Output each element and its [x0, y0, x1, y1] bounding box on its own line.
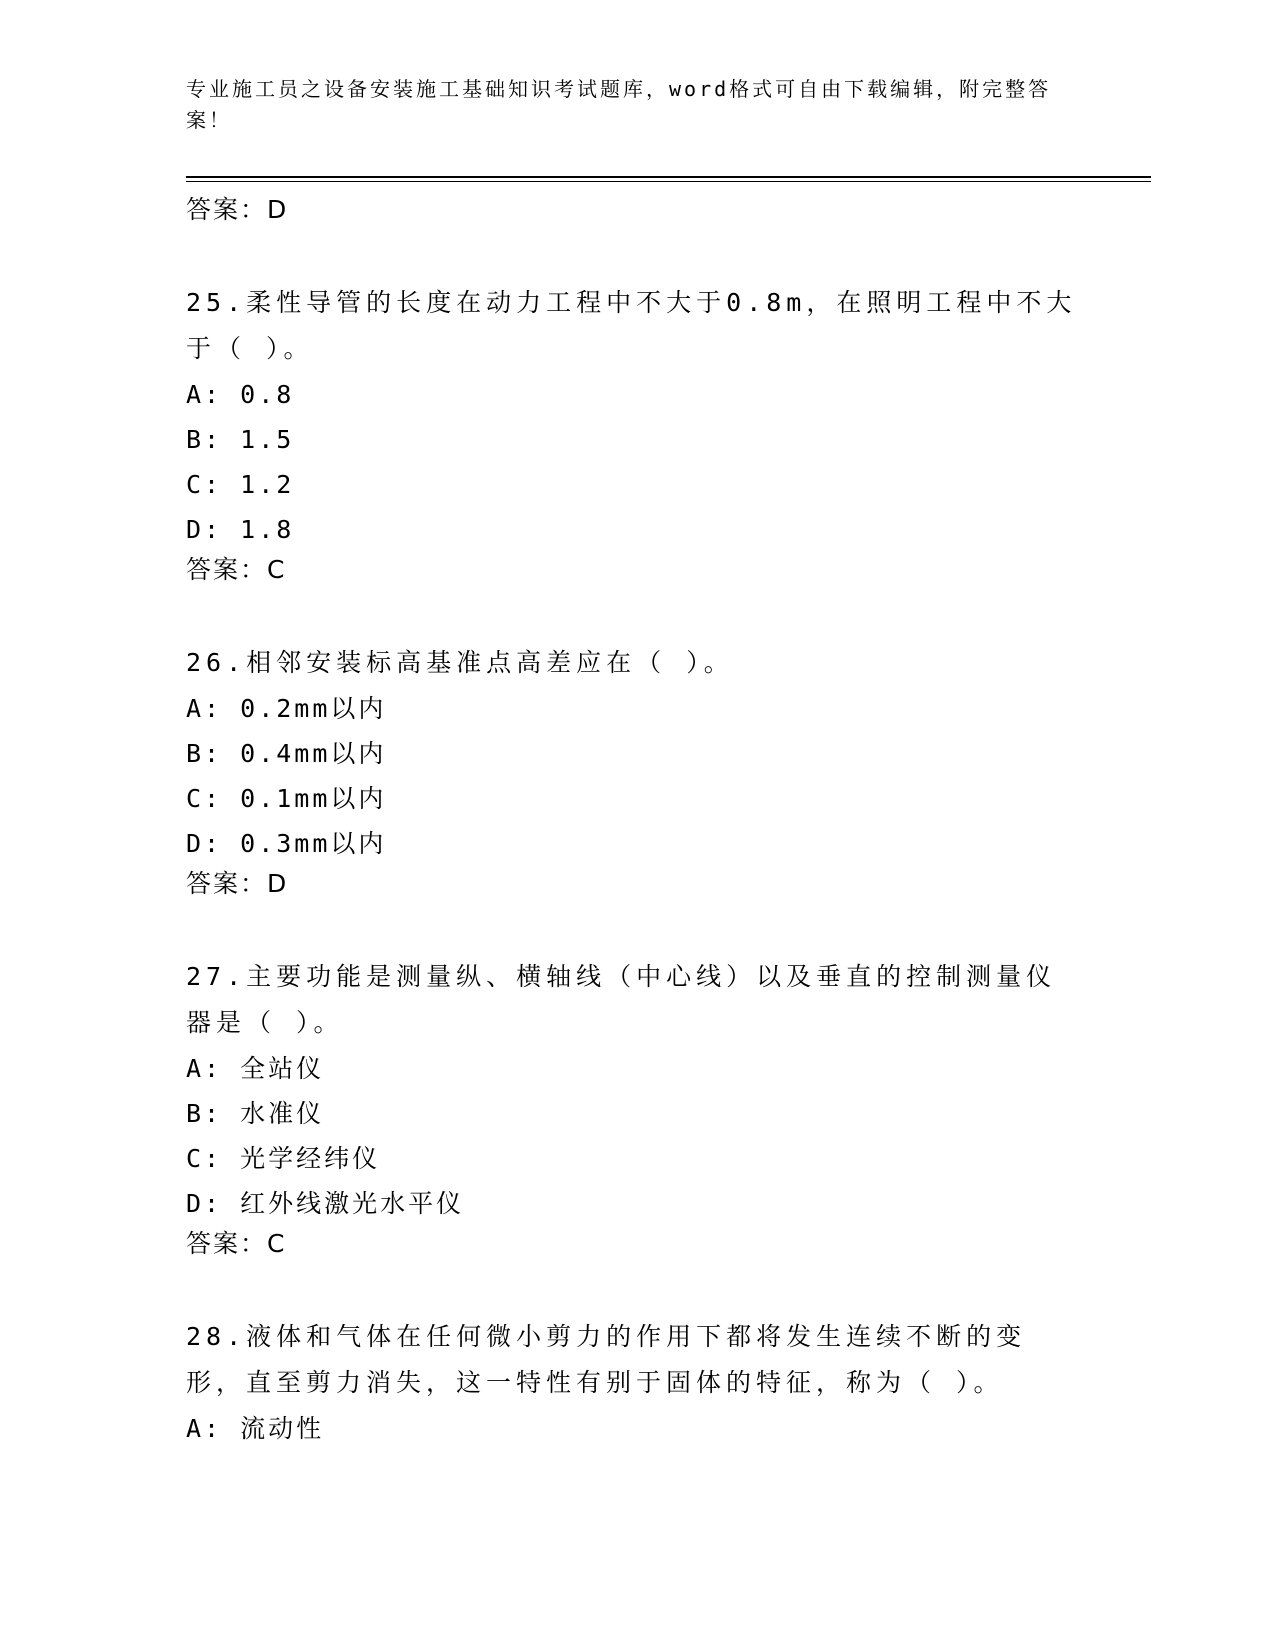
- question-text: 26.相邻安装标高基准点高差应在（ ）。: [186, 648, 734, 677]
- option-b: B: 水准仪: [186, 1099, 325, 1128]
- question-26: [186, 640, 1086, 902]
- question-list: [186, 192, 1086, 1451]
- option-d: D: 红外线激光水平仪: [186, 1189, 465, 1218]
- question-text: 27.主要功能是测量纵、横轴线（中心线）以及垂直的控制测量仪器是（ ）。: [186, 962, 1057, 1037]
- option-a: A: 流动性: [186, 1414, 325, 1443]
- option-c: C: 光学经纬仪: [186, 1144, 381, 1173]
- option-a: A: 0.8: [186, 380, 295, 409]
- header-divider: [186, 176, 1151, 178]
- option-d: D: 1.8: [186, 515, 295, 544]
- question-text: 28.液体和气体在任何微小剪力的作用下都将发生连续不断的变形，直至剪力消失，这一特性有别于固体的特征，称为（ ）。: [186, 1322, 1027, 1397]
- question-25: [186, 280, 1086, 588]
- question-text: 25.柔性导管的长度在动力工程中不大于0.8m，在照明工程中不大于（ ）。: [186, 288, 1077, 363]
- answer-line: 答案：C: [186, 1229, 287, 1258]
- answer-line: 答案：D: [186, 869, 289, 898]
- answer-line: 答案：D: [186, 195, 289, 224]
- header-divider-thin: [186, 181, 1151, 182]
- option-a: A: 全站仪: [186, 1054, 325, 1083]
- question-28: [186, 1314, 1086, 1451]
- option-b: B: 0.4mm以内: [186, 739, 387, 768]
- option-a: A: 0.2mm以内: [186, 694, 387, 723]
- answer-line: 答案：C: [186, 555, 287, 584]
- option-c: C: 1.2: [186, 470, 295, 499]
- page-header: 专业施工员之设备安装施工基础知识考试题库，word格式可自由下载编辑，附完整答案！: [186, 77, 1052, 132]
- option-d: D: 0.3mm以内: [186, 829, 387, 858]
- question-27: [186, 954, 1086, 1262]
- option-b: B: 1.5: [186, 425, 295, 454]
- option-c: C: 0.1mm以内: [186, 784, 387, 813]
